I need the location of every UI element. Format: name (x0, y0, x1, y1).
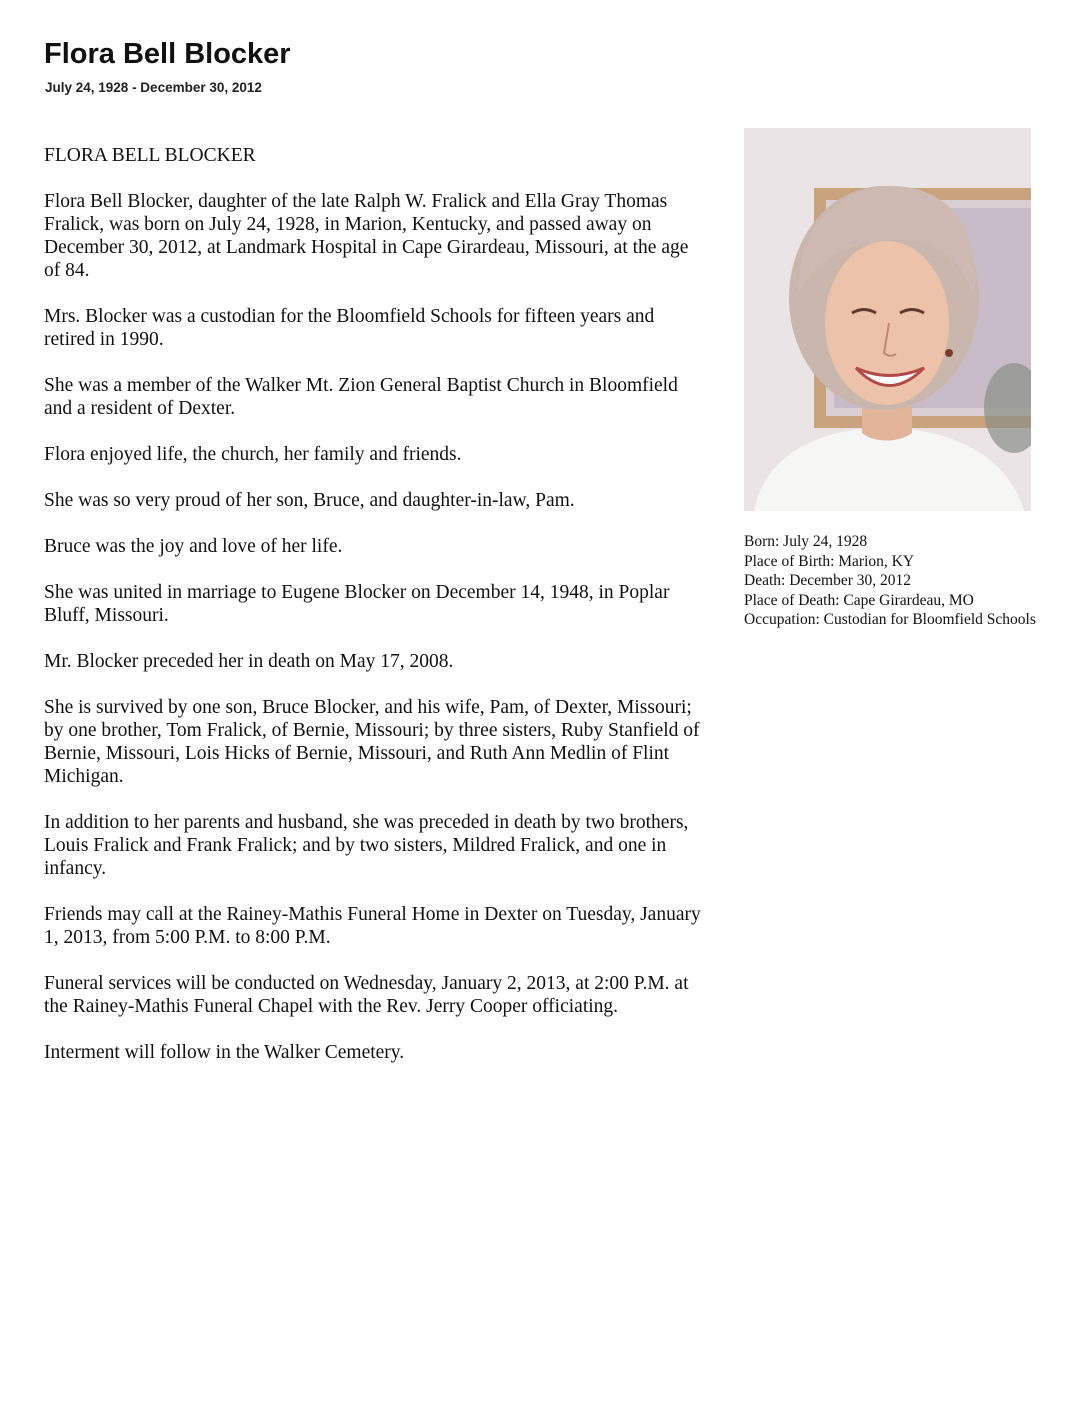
obituary-paragraph: Interment will follow in the Walker Cemetery. (44, 1042, 405, 1063)
obituary-heading: FLORA BELL BLOCKER (44, 145, 256, 166)
obituary-paragraph: She is survived by one son, Bruce Blocker, and his wife, Pam, of Dexter, Missouri; by one brother, Tom Fralick, of Bernie, Missouri; by three sisters, Ruby Stanfield of Bernie, Missouri, Lois Hicks of Bernie, Missouri, and Ruth Ann Medlin of Flint Michigan. (44, 697, 700, 787)
fact-death: Death: December 30, 2012 (744, 572, 911, 589)
obituary-body (44, 144, 704, 1087)
fact-occupation: Occupation: Custodian for Bloomfield Schools (744, 611, 1036, 628)
fact-place-of-birth: Place of Birth: Marion, KY (744, 552, 915, 570)
obituary-paragraph: Flora Bell Blocker, daughter of the late Ralph W. Fralick and Ella Gray Thomas Fralick, was born on July 24, 1928, in Marion, Kentucky, and passed away on December 30, 2012, at Landmark Hospital in Cape Girardeau, Missouri, at the age of 84. (44, 191, 689, 281)
fact-place-of-death: Place of Death: Cape Girardeau, MO (744, 591, 974, 609)
obituary-paragraph: Mr. Blocker preceded her in death on May 17, 2008. (44, 651, 454, 672)
obituary-paragraph: Bruce was the joy and love of her life. (44, 536, 343, 557)
portrait-photo (744, 128, 1031, 511)
fact-born: Born: July 24, 1928 (744, 533, 868, 550)
page-title: Flora Bell Blocker (44, 38, 291, 70)
obituary-paragraph: She was a member of the Walker Mt. Zion General Baptist Church in Bloomfield and a resident of Dexter. (44, 375, 678, 419)
vital-facts (744, 532, 1044, 630)
life-dates: July 24, 1928 - December 30, 2012 (45, 80, 262, 95)
obituary-paragraph: Funeral services will be conducted on Wednesday, January 2, 2013, at 2:00 P.M. at the Rainey-Mathis Funeral Chapel with the Rev. Jerry Cooper officiating. (44, 973, 689, 1017)
obituary-paragraph: She was united in marriage to Eugene Blocker on December 14, 1948, in Poplar Bluff, Missouri. (44, 582, 670, 626)
obituary-paragraph: Flora enjoyed life, the church, her family and friends. (44, 444, 462, 465)
obituary-paragraph: Mrs. Blocker was a custodian for the Bloomfield Schools for fifteen years and retired in 1990. (44, 306, 655, 350)
obituary-paragraph: In addition to her parents and husband, she was preceded in death by two brothers, Louis Fralick and Frank Fralick; and by two sisters, Mildred Fralick, and one in infancy. (44, 812, 689, 879)
obituary-paragraph: Friends may call at the Rainey-Mathis Funeral Home in Dexter on Tuesday, January 1, 2013, from 5:00 P.M. to 8:00 P.M. (44, 904, 701, 948)
obituary-paragraph: She was so very proud of her son, Bruce, and daughter-in-law, Pam. (44, 490, 575, 511)
